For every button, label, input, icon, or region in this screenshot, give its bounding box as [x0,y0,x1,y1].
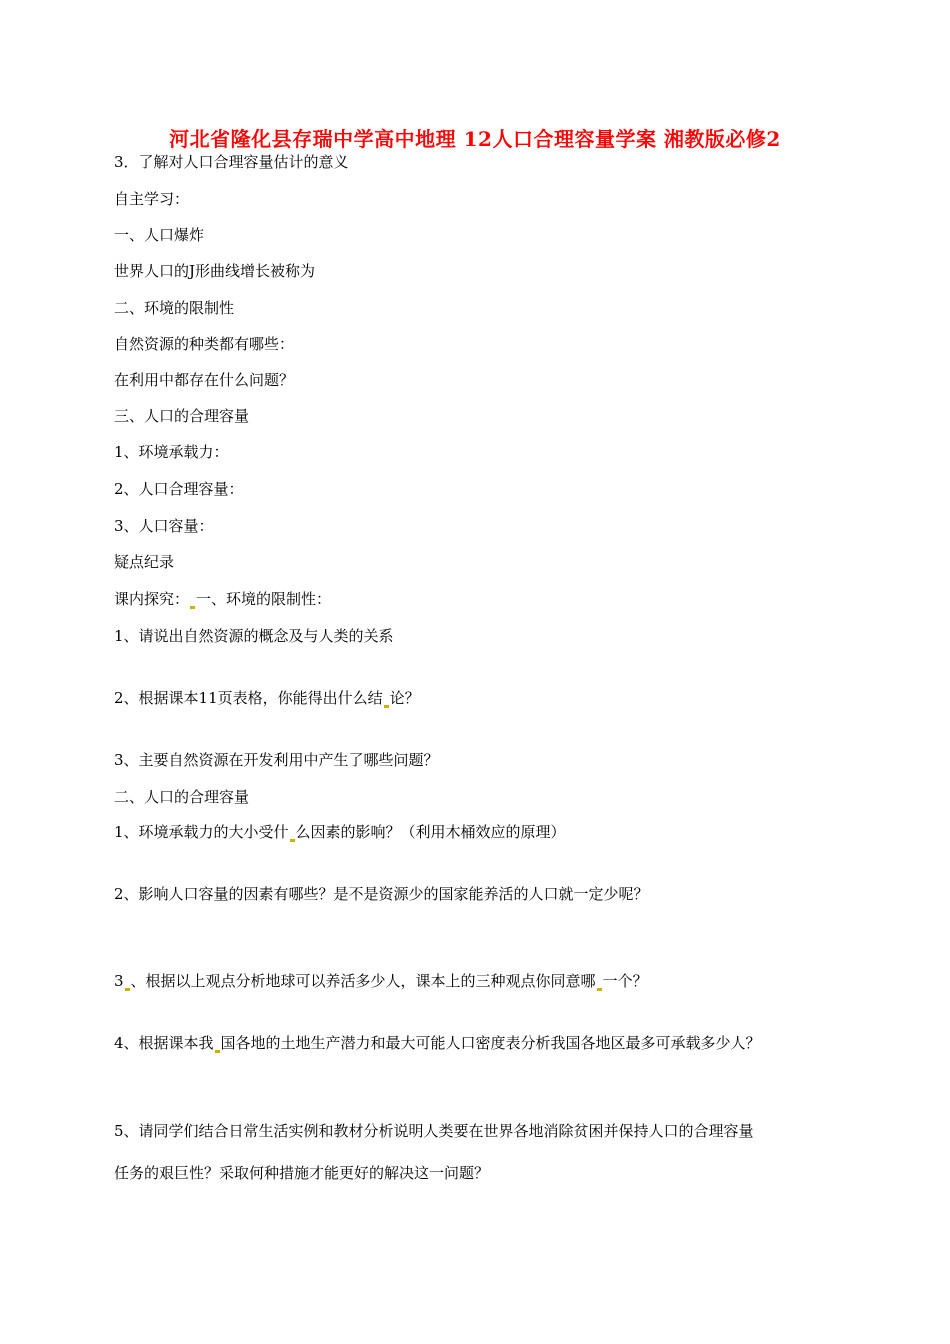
inquiry-question-3: 3、主要自然资源在开发利用中产生了哪些问题？ [114,751,439,769]
inquiry-question-1: 1、请说出自然资源的概念及与人类的关系 [114,627,394,645]
document-title: 河北省隆化县存瑞中学高中地理 12人口合理容量学案 湘教版必修2 [169,127,781,151]
section-environment-limits: 二、环境的限制性 [114,299,235,317]
resource-types-question: 自然资源的种类都有哪些： [114,335,295,353]
capacity-question-4: 4、根据课本我 国各地的土地生产潜力和最大可能人口密度表分析我国各地区最多可承载多少人？ [114,1034,761,1052]
capacity-question-2: 2、影响人口容量的因素有哪些？是不是资源少的国家能养活的人口就一定少呢？ [114,885,649,903]
capacity-question-1: 1、环境承载力的大小受什 么因素的影响？（利用木桶效应的原理） [114,823,566,841]
inquiry-section-2: 二、人口的合理容量 [114,788,250,806]
in-class-section-1: 一、环境的限制性： [196,590,332,608]
inquiry-question-2: 2、根据课本11页表格，你能得出什么结 论？ [114,689,420,707]
section-population-explosion: 一、人口爆炸 [114,226,205,244]
edit-marker [384,705,389,708]
in-class-inquiry [114,589,331,609]
doubts-record: 疑点纪录 [114,553,175,571]
edit-marker [215,1050,220,1053]
j-curve-question: 世界人口的J形曲线增长被称为 [114,262,316,280]
objective-3: 3．了解对人口合理容量估计的意义 [114,153,349,171]
edit-marker [190,606,195,609]
section-reasonable-capacity: 三、人口的合理容量 [114,407,250,425]
edit-marker [290,839,295,842]
edit-marker [597,988,602,991]
self-study-heading: 自主学习： [114,190,190,208]
item-population-capacity: 3、人口容量： [114,517,214,535]
item-carrying-capacity: 1、环境承载力： [114,443,229,461]
item-reasonable-capacity: 2、人口合理容量： [114,480,244,498]
capacity-question-5-cont: 任务的艰巨性？采取何种措施才能更好的解决这一问题？ [114,1164,490,1182]
capacity-question-3: 3 、根据以上观点分析地球可以养活多少人，课本上的三种观点你同意哪 一个？ [114,972,648,990]
usage-problems-question: 在利用中都存在什么问题？ [114,371,295,389]
capacity-question-5: 5、请同学们结合日常生活实例和教材分析说明人类要在世界各地消除贫困并保持人口的合理容量 [114,1122,754,1140]
edit-marker [125,988,130,991]
in-class-inquiry-label: 课内探究： [114,590,190,608]
